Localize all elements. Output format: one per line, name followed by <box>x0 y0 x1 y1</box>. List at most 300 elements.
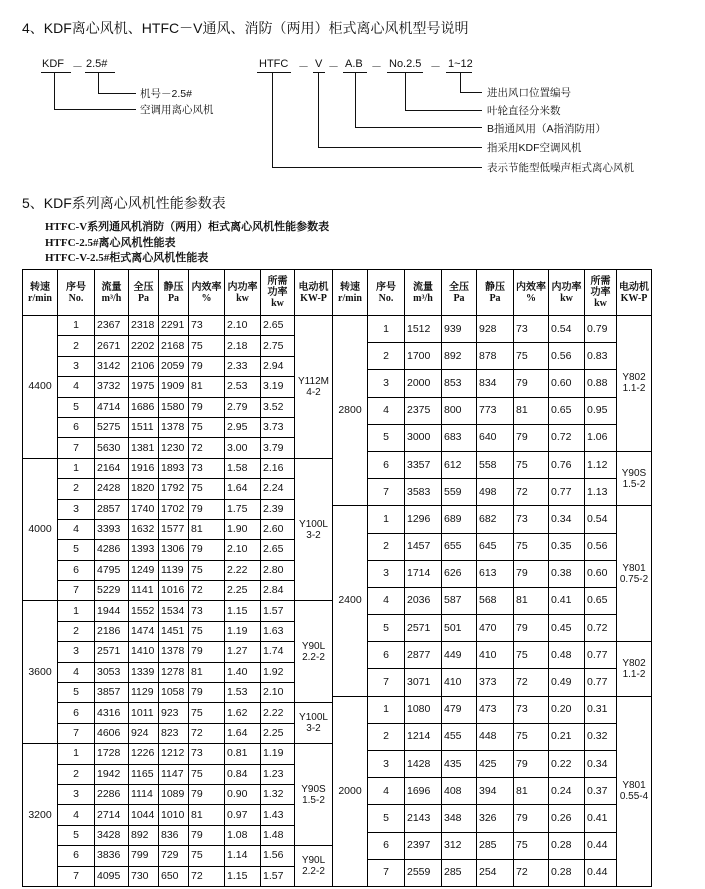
value-cell: 75 <box>189 703 225 723</box>
value-cell: 2143 <box>405 805 442 832</box>
value-cell: 75 <box>189 764 225 784</box>
row-number: 4 <box>58 377 95 397</box>
value-cell: 1534 <box>159 601 189 621</box>
row-number: 6 <box>368 642 405 669</box>
value-cell: 81 <box>189 662 225 682</box>
value-cell: 79 <box>189 397 225 417</box>
row-number: 3 <box>368 560 405 587</box>
row-number: 7 <box>368 479 405 506</box>
value-cell: 79 <box>189 683 225 703</box>
value-cell: 2.53 <box>225 377 261 397</box>
row-number: 1 <box>58 744 95 764</box>
value-cell: 285 <box>442 859 477 886</box>
kdf-size-desc: 机号－2.5# <box>140 88 192 100</box>
value-cell: 3732 <box>95 377 129 397</box>
performance-table <box>22 269 652 887</box>
value-cell: 1.15 <box>225 866 261 886</box>
motor-cell <box>617 316 652 452</box>
header-internal-power-left <box>225 270 261 316</box>
value-cell: 2164 <box>95 458 129 478</box>
value-cell: 1147 <box>159 764 189 784</box>
value-cell: 1944 <box>95 601 129 621</box>
motor-line: Y90S <box>301 783 326 795</box>
value-cell: 1.43 <box>261 805 295 825</box>
row-number: 1 <box>368 696 405 723</box>
value-cell: 558 <box>477 451 514 478</box>
row-number: 6 <box>58 703 95 723</box>
row-number: 2 <box>58 621 95 641</box>
value-cell: 834 <box>477 370 514 397</box>
value-cell: 2397 <box>405 832 442 859</box>
value-cell: 2.10 <box>225 316 261 336</box>
motor-line: 0.55-4 <box>619 791 649 803</box>
value-cell: 587 <box>442 587 477 614</box>
row-number: 2 <box>58 764 95 784</box>
value-cell: 612 <box>442 451 477 478</box>
value-cell: 73 <box>514 506 549 533</box>
motor-cell <box>295 316 333 459</box>
value-cell: 1.27 <box>225 642 261 662</box>
kdf-size-code: 2.5# <box>86 58 108 70</box>
value-cell: 72 <box>189 723 225 743</box>
value-cell: 75 <box>189 846 225 866</box>
value-cell: 1975 <box>129 377 159 397</box>
htfc-code: HTFC <box>259 58 289 70</box>
motor-line: 2.2-2 <box>302 866 325 878</box>
header-efficiency-right <box>514 270 549 316</box>
value-cell: 0.44 <box>585 832 617 859</box>
value-cell: 81 <box>189 519 225 539</box>
speed-cell: 4400 <box>23 316 58 459</box>
value-cell: 1.64 <box>225 723 261 743</box>
value-cell: 1165 <box>129 764 159 784</box>
row-number: 7 <box>58 723 95 743</box>
value-cell: 1139 <box>159 560 189 580</box>
subtitle-3: HTFC-V-2.5#柜式离心风机性能表 <box>45 252 209 264</box>
value-cell: 0.41 <box>585 805 617 832</box>
value-cell: 0.37 <box>585 778 617 805</box>
row-number: 5 <box>58 825 95 845</box>
header-line: m³/h <box>413 292 433 304</box>
motor-line: Y100L <box>299 518 328 530</box>
row-number: 3 <box>58 642 95 662</box>
value-cell: 1378 <box>159 417 189 437</box>
htfc-type-desc: 表示节能型低噪声柜式离心风机 <box>487 162 634 174</box>
value-cell: 729 <box>159 846 189 866</box>
motor-line: Y802 <box>622 657 646 669</box>
header-required-power-right <box>585 270 617 316</box>
value-cell: 568 <box>477 587 514 614</box>
htfc-usage-desc: B指通风用（A指消防用） <box>487 123 607 135</box>
value-cell: 0.48 <box>549 642 585 669</box>
motor-line: 4-2 <box>306 386 321 398</box>
motor-line: 3-2 <box>306 529 321 541</box>
value-cell: 72 <box>189 866 225 886</box>
value-cell: 1230 <box>159 438 189 458</box>
value-cell: 1410 <box>129 642 159 662</box>
motor-cell <box>295 458 333 601</box>
value-cell: 892 <box>129 825 159 845</box>
section4-title: 4、KDF离心风机、HTFC－V通风、消防（两用）柜式离心风机型号说明 <box>22 20 469 36</box>
header-line: 功率 <box>267 287 288 298</box>
row-number: 2 <box>368 533 405 560</box>
value-cell: 2428 <box>95 479 129 499</box>
value-cell: 75 <box>514 533 549 560</box>
value-cell: 3071 <box>405 669 442 696</box>
value-cell: 1552 <box>129 601 159 621</box>
value-cell: 79 <box>189 499 225 519</box>
value-cell: 1512 <box>405 316 442 343</box>
value-cell: 408 <box>442 778 477 805</box>
value-cell: 2.95 <box>225 417 261 437</box>
value-cell: 79 <box>514 560 549 587</box>
header-line: Pa <box>489 292 501 304</box>
value-cell: 75 <box>514 723 549 750</box>
row-number: 4 <box>58 662 95 682</box>
value-cell: 1.08 <box>225 825 261 845</box>
value-cell: 2.10 <box>261 683 295 703</box>
value-cell: 1.19 <box>261 744 295 764</box>
value-cell: 1044 <box>129 805 159 825</box>
value-cell: 0.97 <box>225 805 261 825</box>
motor-line: Y801 <box>622 562 646 574</box>
motor-line: 2.2-2 <box>302 651 325 663</box>
value-cell: 4606 <box>95 723 129 743</box>
value-cell: 72 <box>514 859 549 886</box>
motor-line: Y802 <box>622 372 646 384</box>
value-cell: 2.75 <box>261 336 295 356</box>
row-number: 3 <box>58 784 95 804</box>
value-cell: 1.64 <box>225 479 261 499</box>
value-cell: 0.28 <box>549 832 585 859</box>
header-line: r/min <box>338 292 362 304</box>
value-cell: 72 <box>514 479 549 506</box>
motor-line: Y100L <box>299 712 328 724</box>
row-number: 1 <box>58 458 95 478</box>
value-cell: 2.33 <box>225 356 261 376</box>
row-number: 3 <box>368 370 405 397</box>
value-cell: 1114 <box>129 784 159 804</box>
value-cell: 326 <box>477 805 514 832</box>
header-line: 序号 <box>376 281 396 293</box>
value-cell: 626 <box>442 560 477 587</box>
header-line: 全压 <box>449 281 469 293</box>
header-line: 电动机 <box>298 281 329 293</box>
row-number: 4 <box>368 397 405 424</box>
value-cell: 0.32 <box>585 723 617 750</box>
value-cell: 1577 <box>159 519 189 539</box>
header-motor-left <box>295 270 333 316</box>
row-number: 2 <box>368 343 405 370</box>
value-cell: 425 <box>477 751 514 778</box>
row-number: 7 <box>58 866 95 886</box>
header-static-pressure-right <box>477 270 514 316</box>
header-motor-right <box>617 270 652 316</box>
value-cell: 1696 <box>405 778 442 805</box>
value-cell: 2186 <box>95 621 129 641</box>
value-cell: 2.94 <box>261 356 295 376</box>
row-number: 1 <box>58 601 95 621</box>
header-efficiency-left <box>189 270 225 316</box>
value-cell: 2.16 <box>261 458 295 478</box>
value-cell: 2.18 <box>225 336 261 356</box>
value-cell: 3142 <box>95 356 129 376</box>
value-cell: 0.56 <box>585 533 617 560</box>
header-required-power-left <box>261 270 295 316</box>
value-cell: 0.77 <box>549 479 585 506</box>
value-cell: 3857 <box>95 683 129 703</box>
value-cell: 2106 <box>129 356 159 376</box>
value-cell: 5229 <box>95 581 129 601</box>
value-cell: 448 <box>477 723 514 750</box>
value-cell: 498 <box>477 479 514 506</box>
value-cell: 1339 <box>129 662 159 682</box>
value-cell: 73 <box>189 744 225 764</box>
value-cell: 1792 <box>159 479 189 499</box>
motor-cell <box>617 696 652 886</box>
htfc-v-code: V <box>315 58 323 70</box>
value-cell: 559 <box>442 479 477 506</box>
value-cell: 3.79 <box>261 438 295 458</box>
value-cell: 1700 <box>405 343 442 370</box>
subtitle-1: HTFC-V系列通风机消防（两用）柜式离心风机性能参数表 <box>45 221 330 233</box>
motor-cell <box>295 601 333 703</box>
value-cell: 0.72 <box>549 424 585 451</box>
value-cell: 689 <box>442 506 477 533</box>
value-cell: 939 <box>442 316 477 343</box>
value-cell: 1016 <box>159 581 189 601</box>
row-number: 6 <box>368 832 405 859</box>
value-cell: 2.65 <box>261 316 295 336</box>
value-cell: 3.00 <box>225 438 261 458</box>
value-cell: 348 <box>442 805 477 832</box>
value-cell: 3357 <box>405 451 442 478</box>
value-cell: 655 <box>442 533 477 560</box>
value-cell: 682 <box>477 506 514 533</box>
value-cell: 1.75 <box>225 499 261 519</box>
header-line: 静压 <box>163 281 184 293</box>
value-cell: 79 <box>189 825 225 845</box>
value-cell: 1378 <box>159 642 189 662</box>
header-line: KW-P <box>620 292 648 304</box>
value-cell: 3836 <box>95 846 129 866</box>
value-cell: 1474 <box>129 621 159 641</box>
value-cell: 853 <box>442 370 477 397</box>
value-cell: 0.31 <box>585 696 617 723</box>
value-cell: 75 <box>189 621 225 641</box>
value-cell: 1129 <box>129 683 159 703</box>
row-number: 2 <box>58 479 95 499</box>
value-cell: 435 <box>442 751 477 778</box>
motor-cell <box>617 451 652 505</box>
value-cell: 0.77 <box>585 642 617 669</box>
row-number: 3 <box>368 751 405 778</box>
value-cell: 2.79 <box>225 397 261 417</box>
value-cell: 79 <box>514 615 549 642</box>
value-cell: 1451 <box>159 621 189 641</box>
value-cell: 1702 <box>159 499 189 519</box>
row-number: 4 <box>58 805 95 825</box>
value-cell: 2.25 <box>261 723 295 743</box>
value-cell: 1011 <box>129 703 159 723</box>
value-cell: 2.22 <box>261 703 295 723</box>
value-cell: 2367 <box>95 316 129 336</box>
header-line: kw <box>236 292 249 304</box>
value-cell: 2.65 <box>261 540 295 560</box>
value-cell: 0.65 <box>549 397 585 424</box>
value-cell: 470 <box>477 615 514 642</box>
value-cell: 3393 <box>95 519 129 539</box>
header-no-right <box>368 270 405 316</box>
htfc-position-code: 1~12 <box>448 58 473 70</box>
value-cell: 0.76 <box>549 451 585 478</box>
value-cell: 1686 <box>129 397 159 417</box>
row-number: 5 <box>58 397 95 417</box>
value-cell: 0.54 <box>549 316 585 343</box>
value-cell: 650 <box>159 866 189 886</box>
value-cell: 2059 <box>159 356 189 376</box>
value-cell: 2168 <box>159 336 189 356</box>
value-cell: 1893 <box>159 458 189 478</box>
value-cell: 1728 <box>95 744 129 764</box>
value-cell: 0.21 <box>549 723 585 750</box>
value-cell: 4095 <box>95 866 129 886</box>
row-number: 6 <box>58 560 95 580</box>
header-line: % <box>526 292 536 304</box>
value-cell: 1916 <box>129 458 159 478</box>
header-line: 所需 <box>590 276 611 287</box>
value-cell: 75 <box>514 451 549 478</box>
value-cell: 1.19 <box>225 621 261 641</box>
value-cell: 1632 <box>129 519 159 539</box>
value-cell: 4316 <box>95 703 129 723</box>
value-cell: 0.34 <box>585 751 617 778</box>
row-number: 7 <box>58 581 95 601</box>
value-cell: 73 <box>514 316 549 343</box>
value-cell: 1058 <box>159 683 189 703</box>
value-cell: 1.06 <box>585 424 617 451</box>
value-cell: 0.88 <box>585 370 617 397</box>
value-cell: 773 <box>477 397 514 424</box>
value-cell: 3.19 <box>261 377 295 397</box>
value-cell: 72 <box>189 581 225 601</box>
value-cell: 2.10 <box>225 540 261 560</box>
value-cell: 410 <box>442 669 477 696</box>
value-cell: 75 <box>189 417 225 437</box>
value-cell: 79 <box>514 370 549 397</box>
row-number: 3 <box>58 499 95 519</box>
value-cell: 2036 <box>405 587 442 614</box>
row-number: 2 <box>58 336 95 356</box>
row-number: 4 <box>368 778 405 805</box>
header-line: 功率 <box>590 287 611 298</box>
value-cell: 0.45 <box>549 615 585 642</box>
motor-line: 1.5-2 <box>302 794 325 806</box>
motor-cell <box>295 846 333 887</box>
value-cell: 79 <box>189 540 225 560</box>
row-number: 5 <box>58 683 95 703</box>
header-line: 内效率 <box>516 281 546 293</box>
value-cell: 75 <box>514 343 549 370</box>
value-cell: 1.57 <box>261 601 295 621</box>
value-cell: 1080 <box>405 696 442 723</box>
value-cell: 0.77 <box>585 669 617 696</box>
value-cell: 3053 <box>95 662 129 682</box>
header-line: 转速 <box>30 281 50 293</box>
header-line: r/min <box>28 292 52 304</box>
header-line: 内功率 <box>227 281 258 293</box>
row-number: 5 <box>368 424 405 451</box>
value-cell: 75 <box>189 336 225 356</box>
value-cell: 1.58 <box>225 458 261 478</box>
motor-line: 3-2 <box>306 723 321 735</box>
table-header-row <box>23 270 652 316</box>
row-number: 6 <box>58 417 95 437</box>
value-cell: 75 <box>189 479 225 499</box>
value-cell: 0.49 <box>549 669 585 696</box>
value-cell: 285 <box>477 832 514 859</box>
header-line: Pa <box>453 292 465 304</box>
value-cell: 0.60 <box>549 370 585 397</box>
value-cell: 1.74 <box>261 642 295 662</box>
motor-line: Y90L <box>301 640 326 652</box>
value-cell: 1226 <box>129 744 159 764</box>
value-cell: 4286 <box>95 540 129 560</box>
row-number: 7 <box>368 669 405 696</box>
value-cell: 79 <box>514 751 549 778</box>
motor-line: 0.75-2 <box>619 573 649 585</box>
htfc-kdf-desc: 指采用KDF空调风机 <box>487 142 582 154</box>
value-cell: 254 <box>477 859 514 886</box>
value-cell: 1.40 <box>225 662 261 682</box>
value-cell: 2571 <box>95 642 129 662</box>
value-cell: 0.84 <box>225 764 261 784</box>
header-line: 电动机 <box>619 281 649 293</box>
value-cell: 1.48 <box>261 825 295 845</box>
value-cell: 1.13 <box>585 479 617 506</box>
value-cell: 1.53 <box>225 683 261 703</box>
value-cell: 72 <box>189 438 225 458</box>
kdf-type-desc: 空调用离心风机 <box>140 104 214 116</box>
value-cell: 2375 <box>405 397 442 424</box>
header-line: 序号 <box>66 281 86 293</box>
speed-cell: 4000 <box>23 458 58 601</box>
htfc-separator-4: － <box>430 61 441 73</box>
value-cell: 75 <box>514 832 549 859</box>
header-line: No. <box>378 292 394 304</box>
header-line: kw <box>271 298 284 309</box>
value-cell: 410 <box>477 642 514 669</box>
value-cell: 0.22 <box>549 751 585 778</box>
value-cell: 73 <box>189 601 225 621</box>
row-number: 5 <box>58 540 95 560</box>
value-cell: 2.84 <box>261 581 295 601</box>
row-number: 1 <box>368 316 405 343</box>
header-line: 流量 <box>101 281 122 293</box>
value-cell: 1942 <box>95 764 129 784</box>
row-number: 4 <box>368 587 405 614</box>
value-cell: 0.20 <box>549 696 585 723</box>
value-cell: 1.56 <box>261 846 295 866</box>
value-cell: 1.63 <box>261 621 295 641</box>
value-cell: 81 <box>514 587 549 614</box>
value-cell: 312 <box>442 832 477 859</box>
value-cell: 2291 <box>159 316 189 336</box>
header-line: 所需 <box>267 276 288 287</box>
value-cell: 1740 <box>129 499 159 519</box>
value-cell: 75 <box>189 560 225 580</box>
value-cell: 1714 <box>405 560 442 587</box>
